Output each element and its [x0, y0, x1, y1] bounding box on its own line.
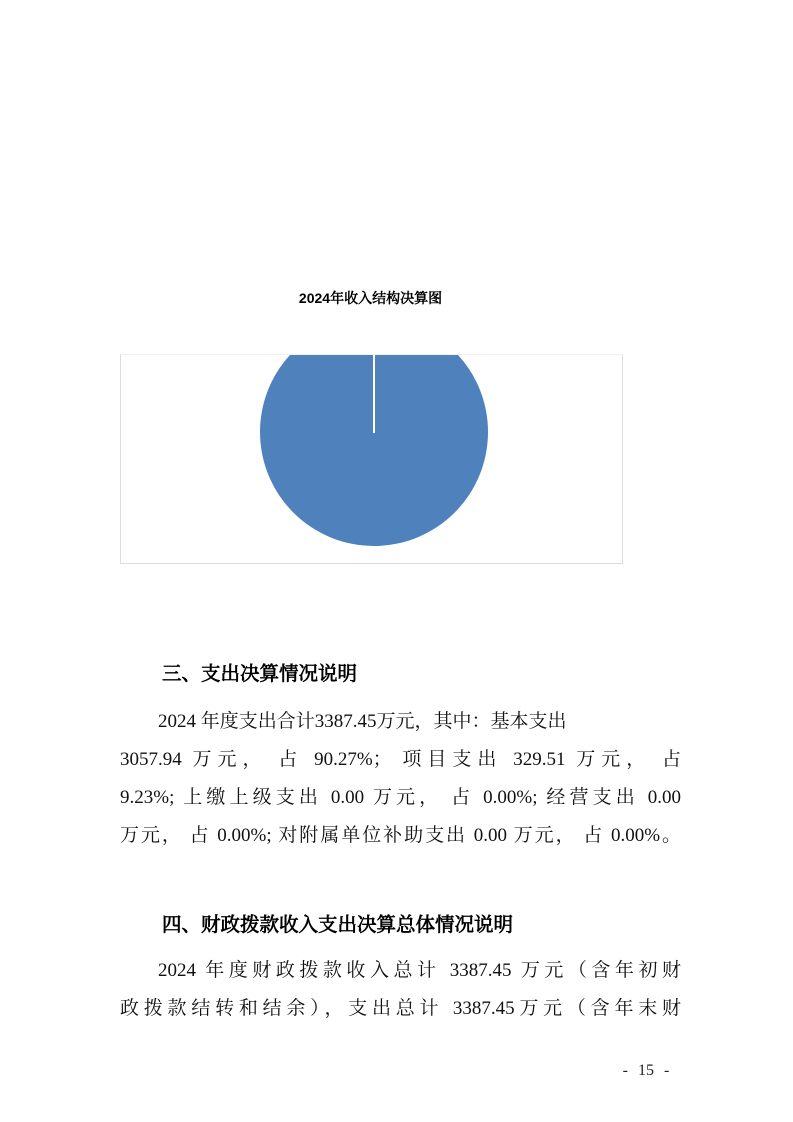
pie-slice-boundary-line	[373, 355, 375, 433]
paragraph-line: 3057.94 万元， 占 90.27%； 项目支出 329.51 万元， 占	[120, 749, 681, 770]
section-4-paragraph	[120, 952, 681, 1028]
section-3-paragraph	[120, 703, 681, 855]
chart-title: 2024年收入结构决算图	[298, 290, 443, 306]
paragraph-line: 政拨款结转和结余），支出总计 3387.45万元（含年末财	[120, 998, 681, 1019]
section-4-heading: 四、财政拨款收入支出决算总体情况说明	[162, 914, 514, 936]
pie-chart	[120, 354, 623, 564]
paragraph-line: 2024 年度财政拨款收入总计 3387.45 万元（含年初财	[158, 960, 681, 981]
paragraph-line: 万元， 占 0.00%; 对附属单位补助支出 0.00 万元， 占 0.00%。	[120, 825, 681, 846]
paragraph-line: 9.23%; 上缴上级支出 0.00 万元， 占 0.00%; 经营支出 0.00	[120, 787, 681, 808]
page-number: - 15 -	[622, 1062, 670, 1079]
section-3-heading: 三、支出决算情况说明	[162, 663, 358, 685]
paragraph-line: 2024 年度支出合计3387.45万元，其中：基本支出	[158, 711, 567, 732]
